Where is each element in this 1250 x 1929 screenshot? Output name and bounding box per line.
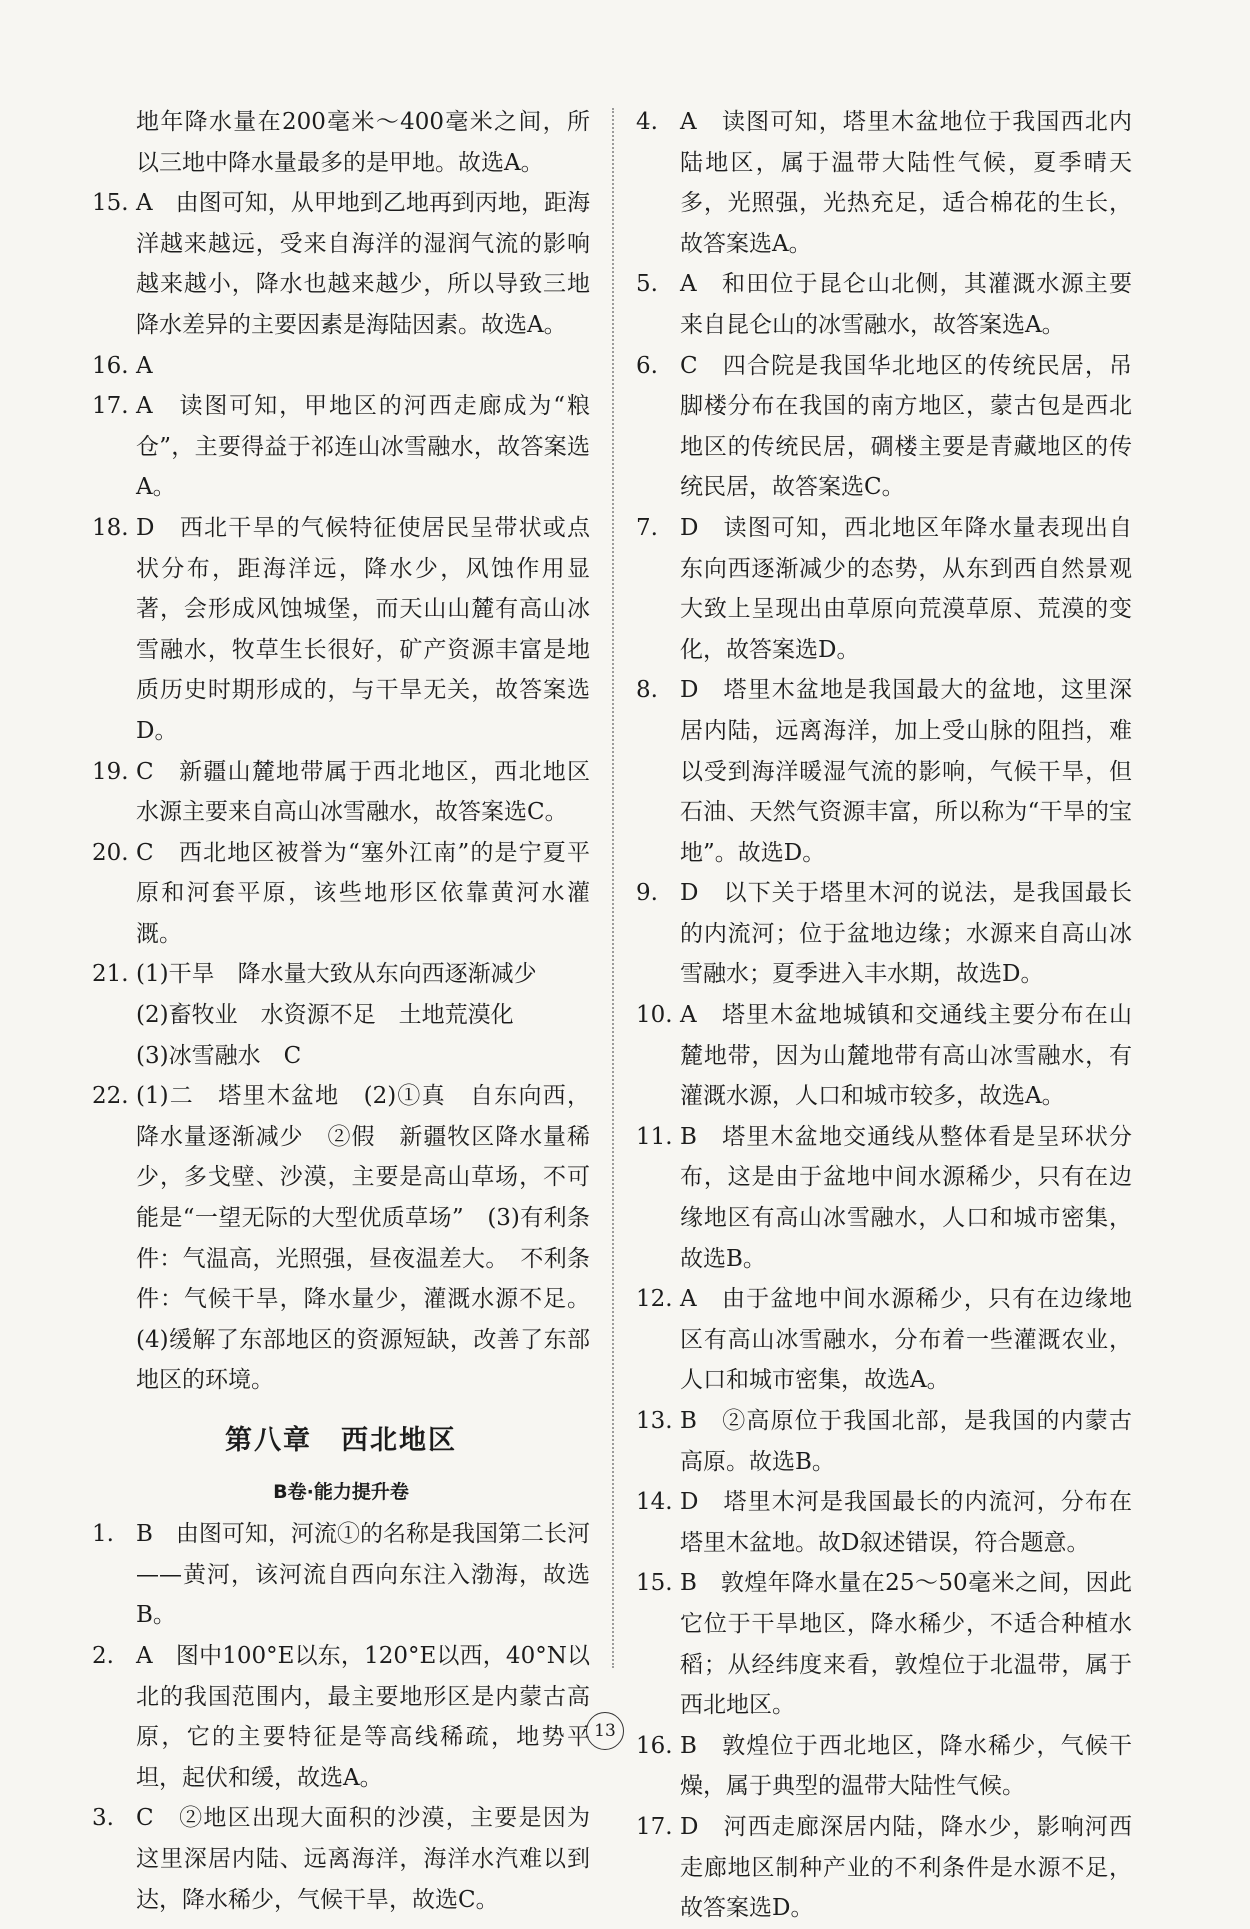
answer-number: 16.	[92, 352, 129, 379]
answer-number: 18.	[92, 514, 129, 541]
answer-text: C 西北地区被誉为“塞外江南”的是宁夏平原和河套平原，该些地形区依靠黄河水灌溉。	[136, 839, 590, 947]
answer-item	[92, 1076, 590, 1401]
chapter-subtitle: B卷·能力提升卷	[273, 1480, 409, 1503]
answer-item	[92, 1636, 590, 1798]
answer-text: A 读图可知，甲地区的河西走廊成为“粮仓”，主要得益于祁连山冰雪融水，故答案选A。	[136, 393, 590, 501]
answer-text: C ②地区出现大面积的沙漠，主要是因为这里深居内陆、远离海洋，海洋水汽难以到达，降水稀少，气候干旱，故选C。	[136, 1805, 590, 1913]
answer-number: 15.	[636, 1570, 673, 1597]
left-column	[92, 102, 590, 1920]
answer-text: D 西北干旱的气候特征使居民呈带状或点状分布，距海洋远，降水少，风蚀作用显著，会形成风蚀城堡，而天山山麓有高山冰雪融水，牧草生长很好，矿产资源丰富是地质历史时期形成的，与干旱无关，故答案选D。	[136, 514, 590, 744]
chapter-title: 第八章 西北地区	[225, 1425, 457, 1456]
answer-item	[92, 995, 590, 1036]
right-column	[636, 102, 1132, 1929]
answer-item	[636, 1401, 1132, 1482]
answer-text: A	[136, 352, 153, 379]
answer-item	[92, 1514, 590, 1636]
answer-item	[636, 1482, 1132, 1563]
answer-number: 9.	[636, 880, 658, 907]
answer-number: 1.	[92, 1521, 114, 1548]
answer-text: B 敦煌年降水量在25～50毫米之间，因此它位于干旱地区，降水稀少，不适合种植水稻；从经纬度来看，敦煌位于北温带，属于西北地区。	[680, 1570, 1132, 1719]
answer-text: 地年降水量在200毫米～400毫米之间，所以三地中降水量最多的是甲地。故选A。	[136, 109, 590, 176]
answer-number: 8.	[636, 677, 658, 704]
answer-text: B 敦煌位于西北地区，降水稀少，气候干燥，属于典型的温带大陆性气候。	[680, 1732, 1132, 1800]
answer-number: 2.	[92, 1642, 114, 1669]
answer-number: 22.	[92, 1083, 129, 1110]
answer-number: 20.	[92, 839, 129, 866]
answer-number: 4.	[636, 109, 658, 135]
answer-text: A 和田位于昆仑山北侧，其灌溉水源主要来自昆仑山的冰雪融水，故答案选A。	[680, 271, 1132, 338]
answer-item	[636, 995, 1132, 1117]
answer-number: 7.	[636, 514, 658, 541]
answer-text: D 塔里木河是我国最长的内流河，分布在塔里木盆地。故D叙述错误，符合题意。	[680, 1489, 1132, 1556]
page-number: 13	[586, 1712, 624, 1750]
answer-text: (1)干旱 降水量大致从东向西逐渐减少	[136, 961, 537, 988]
answer-item	[92, 102, 590, 183]
answer-text: B 塔里木盆地交通线从整体看是呈环状分布，这是由于盆地中间水源稀少，只有在边缘地区有高山冰雪融水，人口和城市密集，故选B。	[680, 1123, 1132, 1272]
answer-item	[636, 1563, 1132, 1725]
answer-item	[92, 508, 590, 752]
answer-item	[92, 1798, 590, 1920]
answer-number: 13.	[636, 1408, 673, 1434]
answer-item	[636, 102, 1132, 264]
answer-item	[636, 1117, 1132, 1279]
answer-number: 19.	[92, 758, 129, 785]
answer-text: D 河西走廊深居内陆，降水少，影响河西走廊地区制种产业的不利条件是水源不足，故答案选D。	[680, 1813, 1132, 1922]
answer-item	[636, 1726, 1132, 1807]
answer-item	[92, 346, 590, 387]
answer-text: A 塔里木盆地城镇和交通线主要分布在山麓地带，因为山麓地带有高山冰雪融水，有灌溉水源，人口和城市较多，故选A。	[680, 1002, 1132, 1110]
answer-item	[636, 1279, 1132, 1401]
answer-text: A 由图可知，从甲地到乙地再到丙地，距海洋越来越远，受来自海洋的湿润气流的影响越来越小，降水也越来越少，所以导致三地降水差异的主要因素是海陆因素。故选A。	[136, 190, 590, 338]
answer-item	[92, 752, 590, 833]
answer-text: C 四合院是我国华北地区的传统民居，吊脚楼分布在我国的南方地区，蒙古包是西北地区的传统民居，碉楼主要是青藏地区的传统民居，故答案选C。	[680, 352, 1132, 501]
answer-text: C 新疆山麓地带属于西北地区，西北地区水源主要来自高山冰雪融水，故答案选C。	[136, 758, 590, 826]
answer-item	[92, 386, 590, 508]
answer-item	[636, 670, 1132, 873]
answer-text: (1)二 塔里木盆地 (2)①真 自东向西，降水量逐渐减少 ②假 新疆牧区降水量稀少，多戈壁、沙漠，主要是高山草场，不可能是“一望无际的大型优质草场” (3)有利条件：气温高，光照强，昼夜温差大。 不利条件：气候干旱，降水量少，灌溉水源不足。(4)缓解了东部地区的资源短缺，改善了东部地区的环境。	[136, 1083, 590, 1394]
answer-text: D 读图可知，西北地区年降水量表现出自东向西逐渐减少的态势，从东到西自然景观大致上呈现出由草原向荒漠草原、荒漠的变化，故答案选D。	[680, 514, 1132, 663]
answer-item	[92, 954, 590, 995]
answer-item	[636, 346, 1132, 508]
answer-item	[92, 183, 590, 345]
answer-number: 6.	[636, 352, 658, 379]
answer-number: 3.	[92, 1805, 114, 1832]
answer-number: 21.	[92, 961, 129, 988]
answer-text: (2)畜牧业 水资源不足 土地荒漠化	[136, 1002, 514, 1029]
answer-text: A 图中100°E以东，120°E以西，40°N以北的我国范围内，最主要地形区是内蒙古高原，它的主要特征是等高线稀疏，地势平坦，起伏和缓，故选A。	[136, 1642, 590, 1791]
answer-text: (3)冰雪融水 C	[136, 1042, 302, 1069]
answer-text: B 由图可知，河流①的名称是我国第二长河——黄河，该河流自西向东注入渤海，故选B。	[136, 1521, 590, 1629]
answer-number: 14.	[636, 1489, 673, 1516]
answer-item	[636, 1807, 1132, 1929]
answer-number: 11.	[636, 1123, 673, 1150]
answer-number: 10.	[636, 1002, 673, 1029]
answer-number: 17.	[92, 393, 129, 420]
answer-number: 16.	[636, 1732, 673, 1759]
answer-text: A 读图可知，塔里木盆地位于我国西北内陆地区，属于温带大陆性气候，夏季晴天多，光照强，光热充足，适合棉花的生长，故答案选A。	[680, 109, 1132, 257]
answer-item	[636, 508, 1132, 670]
answer-item	[92, 833, 590, 955]
answer-item	[636, 264, 1132, 345]
column-divider	[612, 108, 614, 1668]
answer-item	[636, 873, 1132, 995]
answer-text: D 塔里木盆地是我国最大的盆地，这里深居内陆，远离海洋，加上受山脉的阻挡，难以受到海洋暖湿气流的影响，气候干旱，但石油、天然气资源丰富，所以称为“干旱的宝地”。故选D。	[680, 677, 1132, 866]
answer-number: 12.	[636, 1286, 673, 1313]
answer-text: B ②高原位于我国北部，是我国的内蒙古高原。故选B。	[680, 1408, 1132, 1475]
answer-text: D 以下关于塔里木河的说法，是我国最长的内流河；位于盆地边缘；水源来自高山冰雪融水；夏季进入丰水期，故选D。	[680, 880, 1132, 988]
answer-number: 15.	[92, 190, 129, 217]
answer-number: 5.	[636, 271, 658, 298]
answer-number: 17.	[636, 1813, 673, 1840]
answer-item	[92, 1036, 590, 1077]
answer-text: A 由于盆地中间水源稀少，只有在边缘地区有高山冰雪融水，分布着一些灌溉农业，人口和城市密集，故选A。	[680, 1286, 1132, 1394]
